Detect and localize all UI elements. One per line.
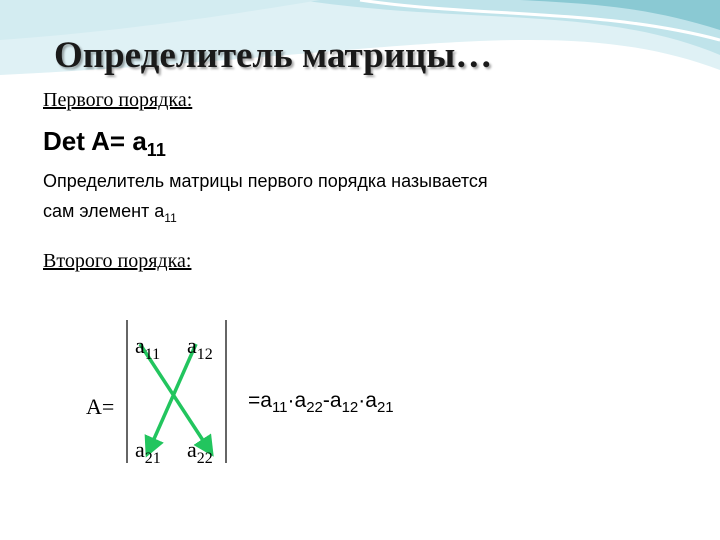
formula-sub-4: 21 <box>376 399 394 416</box>
description-line-1: Определитель матрицы первого порядка называется <box>43 171 488 191</box>
a12-base: a <box>187 333 197 358</box>
a22-sub: 22 <box>196 450 213 467</box>
formula-part-2: ·a <box>287 389 307 412</box>
page-title: Определитель матрицы… <box>54 35 493 76</box>
formula-part-4: ·a <box>358 389 377 412</box>
second-order-formula <box>248 389 394 416</box>
a21-base: a <box>135 437 145 462</box>
matrix-element-a12 <box>187 333 213 363</box>
formula-sub-3: 12 <box>341 399 359 416</box>
formula-sub-1: 11 <box>271 399 288 416</box>
matrix-element-a22 <box>187 437 213 467</box>
a11-base: a <box>135 333 145 358</box>
det-subscript: 11 <box>146 140 166 160</box>
det-prefix: Det A= a <box>43 126 147 156</box>
formula-sub-2: 22 <box>306 399 323 416</box>
matrix-element-a21 <box>135 437 161 467</box>
formula-part-1: =a <box>248 389 272 412</box>
a21-sub: 21 <box>144 450 161 467</box>
second-order-label: Второго порядка: <box>43 250 192 272</box>
description-subscript: 11 <box>164 211 177 225</box>
a11-sub: 11 <box>144 346 161 363</box>
a12-sub: 12 <box>196 346 213 363</box>
a22-base: a <box>187 437 197 462</box>
formula-part-3: -a <box>322 389 342 412</box>
matrix-a-equals: A= <box>86 394 115 419</box>
description-line-2-text: сам элемент a <box>43 201 165 221</box>
first-order-label: Первого порядка: <box>43 89 193 111</box>
matrix-element-a11 <box>135 333 161 363</box>
